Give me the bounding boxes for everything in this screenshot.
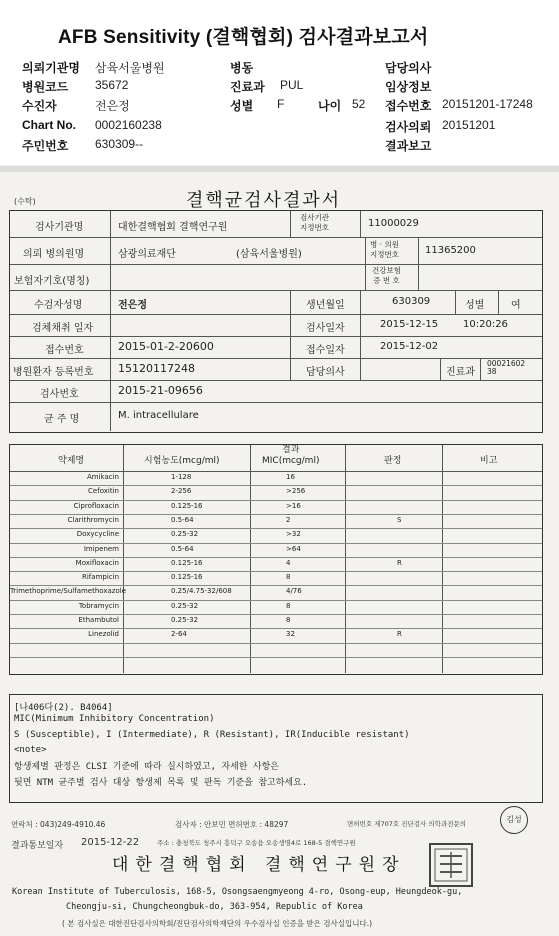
- label-req-hospital: 의뢰 병의원명: [23, 249, 85, 260]
- drug-mic-cell: 2: [286, 515, 291, 524]
- institute-name-ko: 대한결핵협회 결핵연구원장: [112, 855, 406, 875]
- footer-inspector: 검사자 : 안보민 면허번호 : 48297: [175, 820, 289, 829]
- label-request-date: 검사의뢰: [385, 120, 432, 134]
- drug-col-header-result: 판정: [384, 456, 402, 466]
- info-col-line: [480, 359, 481, 380]
- info-row-line: [10, 358, 542, 359]
- value-receipt: 2015-01-2-20600: [118, 340, 214, 353]
- value-resident-no: 630309--: [95, 137, 144, 151]
- value-dept-r: 00021602 38: [487, 359, 526, 376]
- drug-row-line: [10, 657, 542, 658]
- footer-contact: 연락처 : 043)249-4910.46: [11, 820, 106, 829]
- info-col-line: [290, 291, 291, 380]
- drug-header-line: [10, 471, 542, 472]
- drug-range-cell: 0.125-16: [171, 501, 203, 510]
- value-test-date: 2015-12-15: [380, 319, 439, 330]
- certification-note: ( 본 검사실은 대한진단검사의학회/진단검사의학재단의 우수검사실 인증을 받은 검사실입니다.): [62, 919, 373, 928]
- drug-name-cell: Moxifloxacin: [75, 558, 119, 567]
- drug-row-line: [10, 600, 542, 601]
- drug-mic-cell: >256: [286, 487, 306, 496]
- info-row-line: [10, 402, 542, 403]
- drug-range-cell: 0.5-64: [171, 544, 194, 553]
- value-hosp-code: 11365200: [425, 245, 476, 256]
- info-row-line: [10, 237, 542, 238]
- info-col-line: [360, 211, 361, 237]
- drug-range-cell: 0.25/4.75-32/608: [171, 587, 232, 596]
- value-department: PUL: [280, 78, 304, 92]
- info-col-line: [498, 291, 499, 314]
- drug-name-cell: Imipenem: [83, 544, 119, 553]
- value-sex-r: 여: [511, 300, 521, 311]
- label-test-no: 검사번호: [40, 389, 79, 400]
- value-age: 52: [352, 97, 366, 111]
- drug-name-cell: Cefoxitin: [88, 487, 119, 496]
- drug-mic-cell: 32: [286, 630, 295, 639]
- info-row-line: [10, 336, 542, 337]
- drug-name-cell: Doxycycline: [76, 530, 119, 539]
- label-patient: 수진자: [22, 99, 57, 113]
- drug-range-cell: 2-256: [171, 487, 192, 496]
- drug-col-line: [250, 445, 251, 673]
- note-line-2: 뒷면 NTM 균주별 검사 대상 항생제 목록 및 판독 기준을 참고하세요.: [14, 778, 308, 788]
- note-mic: MIC(Minimum Inhibitory Concentration): [14, 714, 215, 724]
- note-legend: S (Susceptible), I (Intermediate), R (Resistant), IR(Inducible resistant): [14, 730, 410, 740]
- header-title: AFB Sensitivity (결핵협회) 검사결과보고서: [58, 27, 429, 48]
- label-doctor: 담당의사: [385, 61, 432, 75]
- label-ward: 병동: [230, 61, 254, 75]
- label-age: 나이: [318, 99, 342, 113]
- footer-report-date-label: 결과통보일자: [11, 841, 64, 851]
- value-chart-no: 0002160238: [95, 118, 162, 132]
- label-clinical-info: 임상정보: [385, 80, 432, 94]
- drug-result-cell: R: [397, 558, 402, 567]
- label-hosp-code: 병 · 의원 지정번호: [370, 240, 399, 259]
- label-inst-code: 검사기관 지정번호: [300, 213, 329, 232]
- note-tag: <note>: [14, 745, 47, 755]
- report-header: [0, 0, 559, 165]
- drug-mic-cell: 8: [286, 616, 291, 624]
- label-request-org: 의뢰기관명: [22, 61, 80, 75]
- info-col-line: [360, 291, 361, 380]
- label-test-date: 검사일자: [306, 323, 345, 334]
- drug-range-cell: 0.25-32: [171, 616, 199, 624]
- drug-row-line: [10, 614, 542, 615]
- info-row-line: [10, 290, 542, 291]
- drug-name-cell: Amikacin: [86, 473, 119, 481]
- value-test-time: 10:20:26: [463, 319, 508, 330]
- drug-row-line: [10, 500, 542, 501]
- value-req-hospital-sub: (삼육서울병원): [236, 249, 302, 260]
- label-resident-no: 주민번호: [22, 139, 69, 153]
- drug-name-cell: Clarithromycin: [67, 515, 119, 524]
- drug-result-cell: R: [397, 630, 402, 639]
- label-receipt-date: 접수일자: [306, 345, 345, 356]
- label-organism: 균 주 명: [44, 414, 80, 425]
- value-sex: F: [277, 97, 285, 111]
- value-test-org: 대한결핵협회 결핵연구원: [118, 222, 228, 233]
- drug-row-line: [10, 643, 542, 644]
- value-hospital-code: 35672: [95, 78, 129, 92]
- drug-mic-cell: 8: [286, 601, 291, 610]
- drug-row-line: [10, 585, 542, 586]
- info-col-line: [440, 359, 441, 380]
- value-birth: 630309: [392, 296, 431, 307]
- value-inst-code: 11000029: [368, 218, 419, 229]
- drug-name-cell: Ciprofloxacin: [73, 501, 119, 510]
- footer-address: 주소 : 충청북도 청주시 흥덕구 오송읍 오송생명4로 168-5 결핵연구원: [157, 839, 356, 847]
- label-sex: 성별: [230, 99, 254, 113]
- value-receipt-date: 2015-12-02: [380, 341, 439, 352]
- drug-row-line: [10, 485, 542, 486]
- drug-mic-cell: >64: [286, 544, 301, 553]
- drug-col-line: [345, 445, 346, 673]
- label-reg-no: 병원환자 등록번호: [13, 367, 94, 378]
- drug-mic-cell: >16: [286, 501, 301, 510]
- label-report: 결과보고: [385, 139, 432, 153]
- value-req-hospital: 삼광의료재단: [118, 249, 176, 260]
- drug-mic-cell: 4: [286, 558, 291, 567]
- value-receipt-no: 20151201-17248: [442, 97, 533, 111]
- report-tag: (수탁): [14, 197, 36, 206]
- label-health-ins: 건강보험 증 번 호: [372, 266, 401, 285]
- label-department: 진료과: [230, 80, 265, 94]
- drug-name-cell: Rifampicin: [82, 573, 119, 582]
- label-collect-date: 검체채취 일자: [32, 323, 94, 334]
- note-line-1: 항생제별 판정은 CLSI 기준에 따라 실시하였고, 자세한 사항은: [14, 762, 279, 772]
- drug-mic-cell: 16: [286, 473, 295, 481]
- drug-range-cell: 0.125-16: [171, 558, 203, 567]
- drug-result-cell: S: [397, 515, 402, 524]
- doctor-seal: 김성: [500, 806, 528, 834]
- label-receipt: 접수번호: [45, 345, 84, 356]
- drug-row-line: [10, 543, 542, 544]
- info-row-line: [10, 380, 542, 381]
- drug-col-header-mic: 결과 MIC(mcg/ml): [262, 445, 320, 466]
- drug-range-cell: 1-128: [171, 473, 192, 481]
- label-chart-no: Chart No.: [22, 118, 76, 132]
- info-col-line: [110, 211, 111, 431]
- info-col-line: [455, 291, 456, 314]
- drug-range-cell: 0.125-16: [171, 573, 203, 582]
- drug-row-line: [10, 557, 542, 558]
- report-title: 결핵균검사결과서: [186, 190, 342, 211]
- drug-range-cell: 0.5-64: [171, 515, 194, 524]
- value-request-org: 삼육서울병원: [95, 61, 165, 75]
- drug-mic-cell: 8: [286, 573, 291, 582]
- drug-name-cell: Tobramycin: [78, 601, 119, 610]
- drug-col-header-name: 약제명: [58, 456, 85, 466]
- info-col-line: [418, 238, 419, 290]
- label-sex-r: 성별: [465, 300, 485, 311]
- drug-name-cell: Ethambutol: [78, 616, 119, 624]
- value-patient-name: 전은정: [118, 300, 147, 311]
- drug-mic-cell: 4/76: [286, 587, 302, 596]
- value-reg-no: 15120117248: [118, 362, 195, 375]
- footer-report-date: 2015-12-22: [81, 837, 140, 848]
- value-patient: 전은정: [95, 99, 130, 113]
- drug-col-header-range: 시험농도(mcg/ml): [144, 456, 220, 466]
- institute-seal-icon: [428, 842, 474, 888]
- info-col-line: [365, 238, 366, 290]
- value-organism: M. intracellulare: [118, 410, 199, 421]
- drug-col-line: [442, 445, 443, 673]
- drug-row-line: [10, 571, 542, 572]
- drug-col-header-remark: 비고: [480, 456, 498, 466]
- footer-license: 면허번호 제707호 진단검사 의학과전문의: [347, 820, 467, 828]
- info-col-line: [290, 211, 291, 237]
- drug-col-line: [123, 445, 124, 673]
- label-test-org: 검사기관명: [35, 222, 84, 233]
- drug-name-cell: Trimethoprime/Sulfamethoxazole: [10, 587, 127, 596]
- drug-range-cell: 0.25-32: [171, 601, 199, 610]
- label-patient-name: 수검자성명: [34, 300, 83, 311]
- label-receipt-no: 접수번호: [385, 99, 432, 113]
- info-row-line: [10, 264, 542, 265]
- drug-range-cell: 2-64: [171, 630, 187, 639]
- drug-range-cell: 0.25-32: [171, 530, 199, 539]
- drug-row-line: [10, 514, 542, 515]
- label-hospital-code: 병원코드: [22, 80, 69, 94]
- label-insurer: 보험자기호(명칭): [14, 276, 90, 287]
- drug-mic-cell: >32: [286, 530, 301, 539]
- label-dept-r: 진료과: [446, 367, 475, 378]
- label-birth: 생년월일: [306, 300, 345, 311]
- drug-row-line: [10, 528, 542, 529]
- value-test-no: 2015-21-09656: [118, 384, 203, 397]
- institute-address-en-2: Cheongju-si, Chungcheongbuk-do, 363-954, Republic of Korea: [66, 902, 363, 912]
- info-row-line: [10, 314, 542, 315]
- note-code: [나406다(2). B4064]: [14, 703, 113, 713]
- value-request-date: 20151201: [442, 118, 496, 132]
- drug-name-cell: Linezolid: [88, 630, 119, 639]
- label-doctor-r: 담당의사: [306, 367, 345, 378]
- institute-address-en-1: Korean Institute of Tuberculosis, 168-5, Osongsaengmyeong 4-ro, Osong-eup, Heungdeok-gu,: [12, 887, 463, 897]
- drug-row-line: [10, 628, 542, 629]
